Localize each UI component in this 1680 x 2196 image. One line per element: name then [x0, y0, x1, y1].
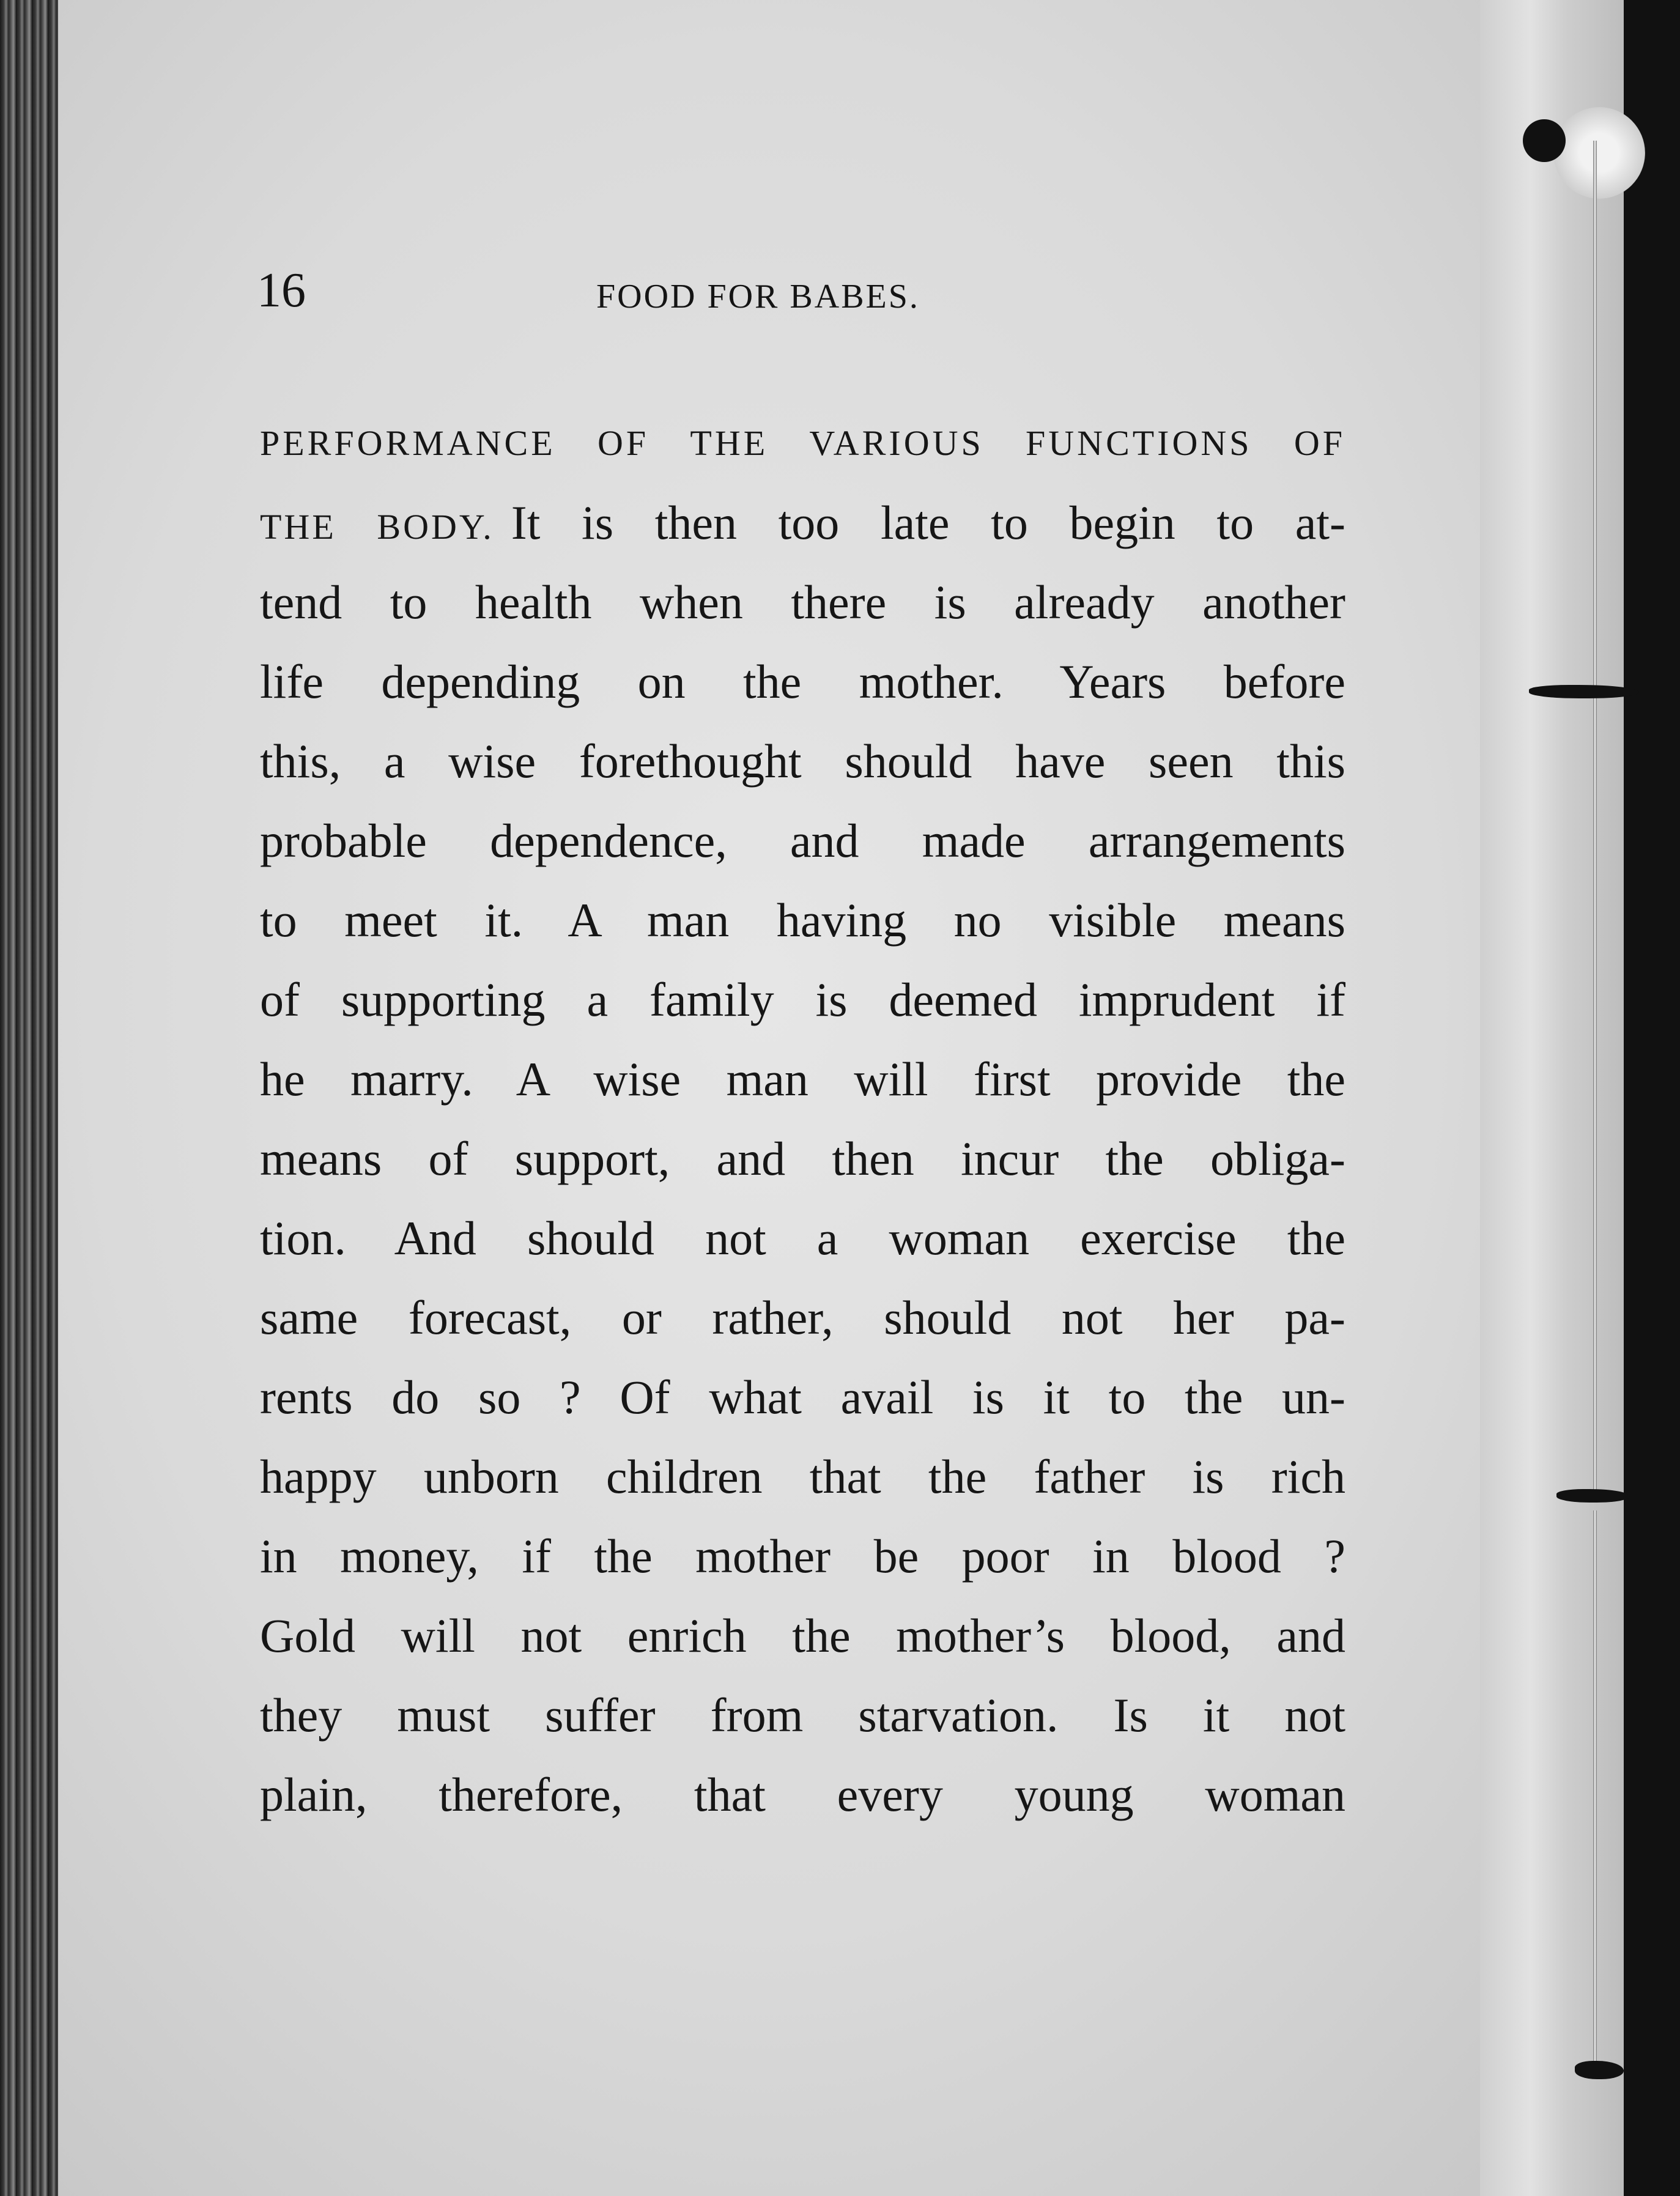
text-line: Gold will not enrich the mother’s blood, and — [260, 1609, 1345, 1662]
text-line: of supporting a family is deemed imprudent if — [260, 973, 1345, 1026]
text-fragment: It is then too late to begin to at- — [511, 496, 1345, 549]
text-line: life depending on the mother. Years before — [260, 655, 1345, 708]
text-line: same forecast, or rather, should not her pa- — [260, 1291, 1345, 1344]
text-line: this, a wise forethought should have seen this — [260, 734, 1345, 788]
binding-knot — [1556, 1489, 1630, 1503]
text-line: tend to health when there is already another — [260, 575, 1345, 629]
binding-knot — [1529, 685, 1639, 698]
text-line: probable dependence, and made arrangements — [260, 814, 1345, 867]
text-line: to meet it. A man having no visible means — [260, 893, 1345, 947]
binding-thread — [1593, 1510, 1597, 2073]
binding-hole — [1553, 107, 1645, 199]
text-line: PERFORMANCE OF THE VARIOUS FUNCTIONS OF — [260, 423, 1345, 463]
page-number: 16 — [257, 264, 306, 317]
running-title: FOOD FOR BABES. — [596, 278, 920, 316]
page-header — [257, 257, 1162, 330]
text-line: rents do so ? Of what avail is it to the un- — [260, 1370, 1345, 1424]
text-line: tion. And should not a woman exercise the — [260, 1211, 1345, 1265]
text-line: plain, therefore, that every young woman — [260, 1768, 1345, 1821]
text-line: he marry. A wise man will first provide the — [260, 1052, 1345, 1106]
text-line: they must suffer from starvation. Is it not — [260, 1688, 1345, 1742]
text-line: in money, if the mother be poor in blood ? — [260, 1529, 1345, 1583]
binding-knot — [1575, 2061, 1624, 2079]
text-line: happy unborn children that the father is rich — [260, 1450, 1345, 1503]
text-line: means of support, and then incur the obliga- — [260, 1132, 1345, 1185]
binding-knot — [1523, 119, 1566, 162]
text-line — [260, 483, 1345, 563]
page-edges — [0, 0, 58, 2196]
binding-gutter — [1480, 0, 1624, 2196]
binding-thread — [1593, 697, 1597, 1492]
body-text — [260, 404, 1345, 1835]
smallcaps-phrase: THE BODY. — [260, 507, 494, 547]
binding-thread — [1593, 141, 1597, 691]
